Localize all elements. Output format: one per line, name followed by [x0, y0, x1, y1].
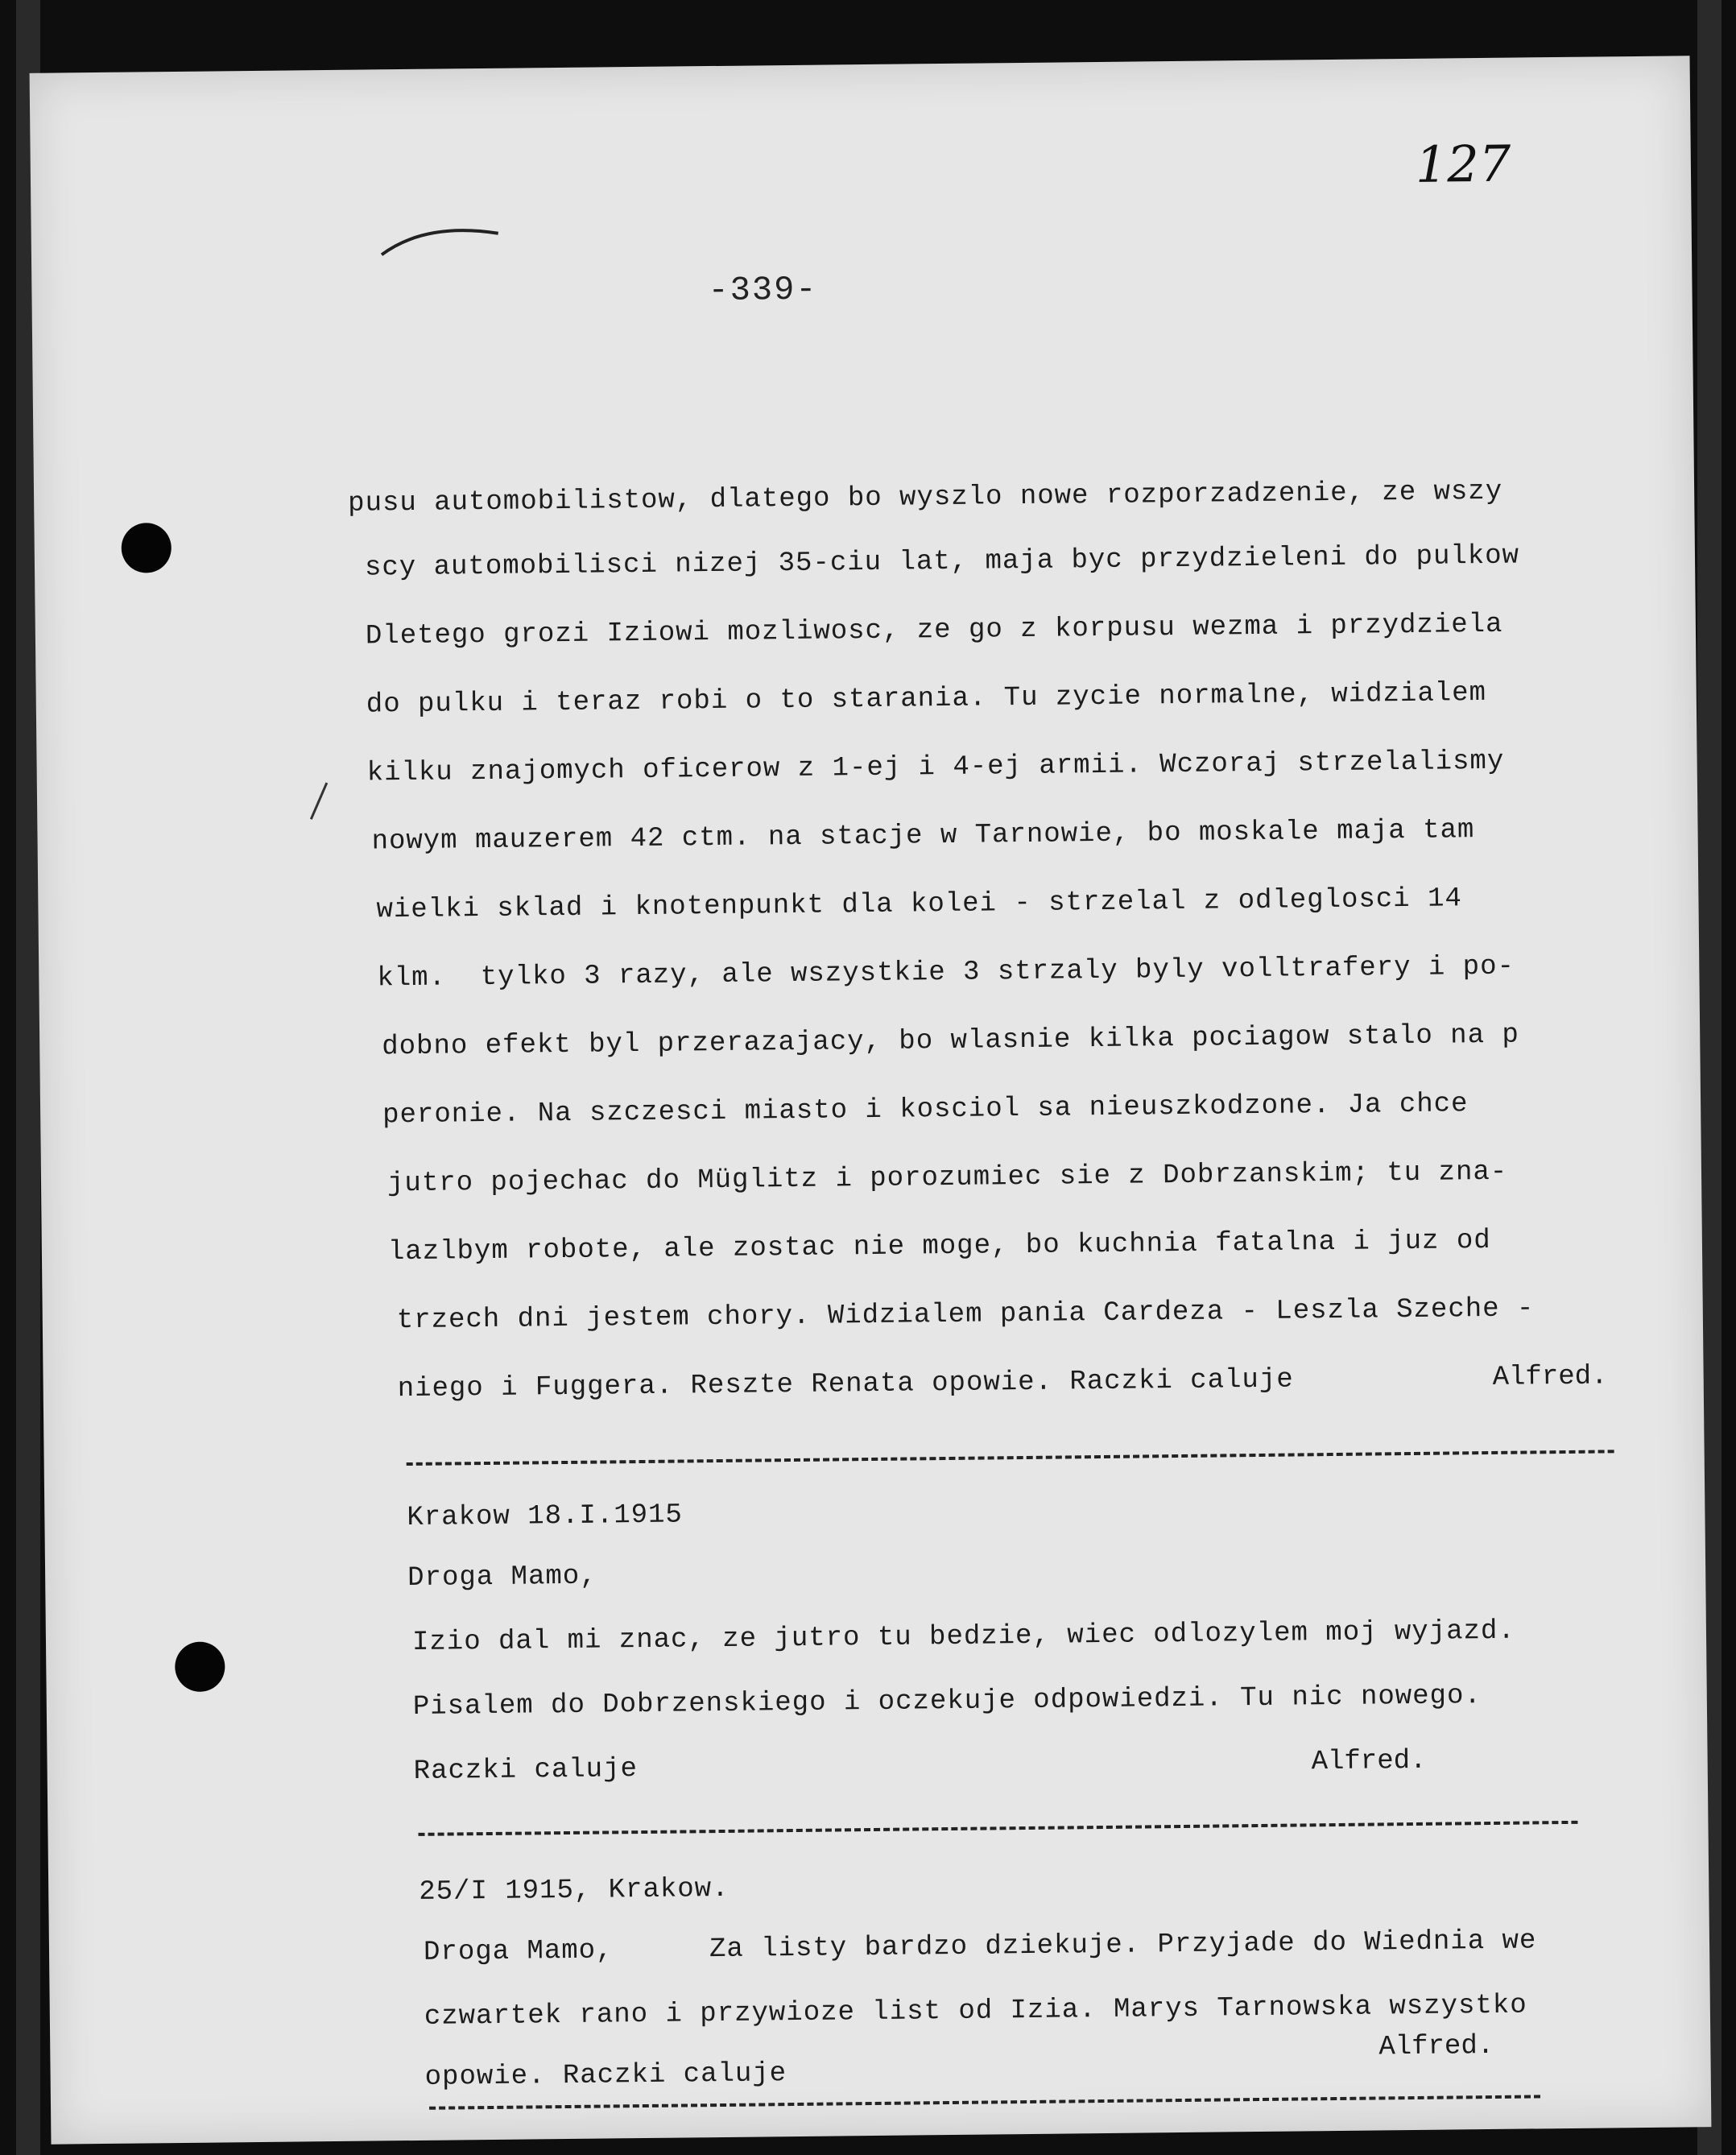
letter2-signature: Alfred.: [1311, 1745, 1427, 1778]
separator-line: [418, 1821, 1577, 1836]
letter1-line: pusu automobilistow, dlatego bo wyszlo nowe rozporzadzenie, ze wszy: [348, 476, 1503, 519]
letter1-line: wielki sklad i knotenpunkt dla kolei - strzelal z odleglosci 14: [376, 883, 1463, 926]
letter1-line: nowym mauzerem 42 ctm. na stacje w Tarnowie, bo moskale maja tam: [371, 815, 1475, 858]
punch-hole-bottom: [175, 1641, 225, 1692]
letter3-line: opowie. Raczki caluje: [424, 2058, 787, 2093]
letter1-line: trzech dni jestem chory. Widzialem pania Cardeza - Leszla Szeche -: [396, 1293, 1535, 1337]
letter2-dateline: Krakow 18.I.1915: [407, 1499, 684, 1534]
letter1-line: do pulku i teraz robi o to starania. Tu zycie normalne, widzialem: [366, 677, 1487, 721]
letter3-salutation: Droga Mamo,: [423, 1935, 614, 1968]
letter1-line: scy automobilisci nizej 35-ciu lat, maja byc przydzieleni do pulkow: [364, 540, 1520, 584]
letter2-line: Pisalem do Dobrzenskiego i oczekuje odpowiedzi. Tu nic nowego.: [412, 1681, 1482, 1723]
letter2-salutation: Droga Mamo,: [407, 1561, 597, 1595]
pen-mark-top: [377, 213, 506, 263]
letter2-line: Izio dal mi znac, ze jutro tu bedzie, wiec odlozylem moj wyjazd.: [411, 1615, 1515, 1658]
letter2-line: Raczki caluje: [413, 1754, 639, 1787]
letter1-signature: Alfred.: [1492, 1361, 1608, 1393]
letter3-line: Za listy bardzo dziekuje. Przyjade do Wiednia we: [709, 1925, 1537, 1966]
separator-line: [407, 1450, 1614, 1466]
letter1-line: Dletego grozi Iziowi mozliwosc, ze go z korpusu wezma i przydziela: [365, 609, 1503, 652]
letter3-dateline: 25/I 1915, Krakow.: [419, 1873, 730, 1908]
letter1-line: lazlbym robote, ale zostac nie moge, bo kuchnia fatalna i juz od: [387, 1225, 1491, 1268]
letter1-line: jutro pojechac do Müglitz i porozumiec sie z Dobrzanskim; tu zna-: [386, 1156, 1508, 1200]
letter3-line: czwartek rano i przywioze list od Izia. Marys Tarnowska wszystko: [424, 1990, 1527, 2033]
letter3-signature: Alfred.: [1378, 2030, 1494, 2063]
pen-mark-side: [303, 779, 336, 827]
document-page: [30, 56, 1712, 2144]
letter1-line: kilku znajomych oficerow z 1-ej i 4-ej armii. Wczoraj strzelalismy: [366, 746, 1505, 789]
folio-number: -339-: [708, 270, 818, 311]
separator-line: [429, 2095, 1540, 2109]
letter1-line: klm. tylko 3 razy, ale wszystkie 3 strzaly byly volltrafery i po-: [377, 951, 1515, 995]
handwritten-page-number: 127: [1415, 134, 1511, 194]
punch-hole-top: [121, 523, 172, 573]
letter1-line: niego i Fuggera. Reszte Renata opowie. Raczki caluje: [397, 1364, 1294, 1405]
letter1-line: peronie. Na szczesci miasto i kosciol sa nieuszkodzone. Ja chce: [382, 1089, 1469, 1131]
letter1-line: dobno efekt byl przerazajacy, bo wlasnie kilka pociagow stalo na p: [382, 1020, 1520, 1063]
